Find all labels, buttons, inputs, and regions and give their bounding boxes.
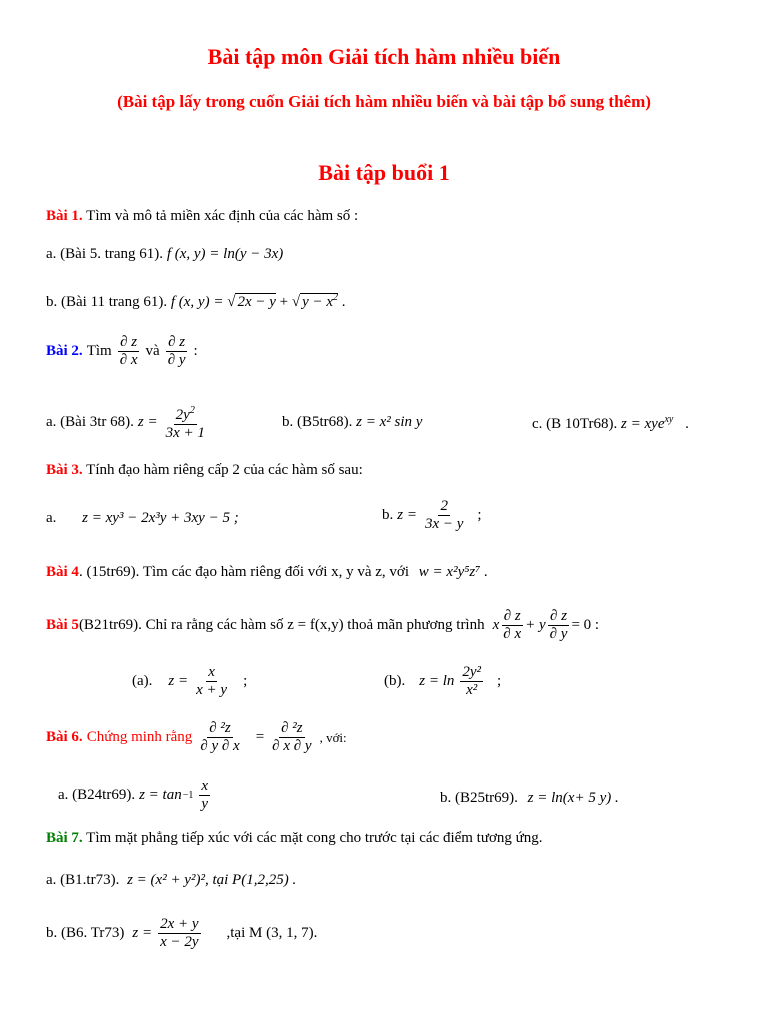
exercise-3a: [46, 510, 239, 527]
mixed-partial-xy-fraction: $\frac{\text{∂ ²z}}{\partial x \partial y}$: [272, 720, 312, 754]
exercise-7-text: Tìm mặt phẳng tiếp xúc với các mặt cong cho trước tại các điểm tương ứng.: [82, 830, 543, 846]
exercise-3a-ref: a.: [46, 510, 57, 526]
partial-z-y-fraction: $\frac{\partial z}{\partial y}$: [549, 608, 568, 642]
exercise-1b-root1: 2x − y: [237, 294, 276, 310]
exercise-2a-ref: a. (Bài 3tr 68).: [46, 413, 134, 430]
exercise-2b: [282, 414, 422, 431]
document-title: Bài tập môn Giải tích hàm nhiều biến: [207, 44, 561, 69]
exercise-5a: (a). z = $\frac{x}{x + y}$ ;: [132, 664, 248, 698]
exercise-2c-formula: z = xye$^{xy}$: [621, 414, 674, 432]
exercise-1b-ref: b. (Bài 11 trang 61).: [46, 294, 168, 310]
sqrt-symbol: √: [227, 294, 236, 310]
exercise-1a-formula: f (x, y) = ln(y − 3x): [166, 246, 284, 262]
exercise-6-text: Chứng minh rằng: [86, 729, 193, 745]
partial-z-x-fraction: $\frac{\partial z}{\partial x}$: [503, 608, 522, 642]
exercise-2-statement: [46, 334, 198, 369]
exercise-6a-ref: a. (B24tr69).: [58, 787, 136, 803]
exercise-1b-end: .: [341, 294, 346, 310]
exercise-3-label: Bài 3.: [46, 462, 83, 478]
exercise-5-equation-end: = 0 :: [571, 617, 600, 633]
sqrt-symbol: √: [291, 294, 301, 310]
exercise-6a: a. (B24tr69). z = tan −1 $\frac{x}{y}$: [58, 778, 209, 812]
exercise-6b-formula: z = ln(x+ 5 y) .: [527, 790, 619, 806]
exercise-1-text: Tìm và mô tả miền xác định của các hàm số :: [86, 208, 359, 224]
exercise-2c-ref: c. (B 10Tr68).: [532, 416, 618, 432]
exercise-3-text: Tính đạo hàm riêng cấp 2 của các hàm số sau:: [86, 462, 363, 478]
exercise-2b-ref: b. (B5tr68).: [282, 414, 353, 430]
exercise-2c: c. (B 10Tr68). z = xye$^{xy}$ .: [532, 414, 689, 432]
exercise-1b-root2: $y - x^2$: [302, 292, 339, 310]
exercise-7b-ref: b. (B6. Tr73): [46, 925, 125, 941]
exercise-3a-formula: z = xy³ − 2x³y + 3xy − 5 ;: [82, 510, 239, 526]
exercise-1a-ref: a. (Bài 5. trang 61).: [46, 246, 164, 262]
exercise-2a: [46, 402, 209, 442]
exercise-3b-prefix: z =: [397, 507, 417, 523]
exercise-7a-formula: z = (x² + y²)², tại P(1,2,25) .: [127, 872, 297, 888]
exercise-7b-fraction: $\frac{2x + y}{x - 2y}$: [160, 916, 199, 950]
exercise-7-statement: [46, 830, 543, 847]
exercise-2b-formula: z = x² sin y: [356, 414, 423, 430]
exercise-5-label: Bài 5: [46, 617, 79, 633]
exercise-4-label: Bài 4: [46, 564, 79, 580]
mixed-partial-yx-fraction: $\frac{\text{∂ ²z}}{\partial y \partial x}$: [200, 720, 240, 754]
exercise-7a: [46, 872, 296, 889]
exercise-1b-prefix: f (x, y) =: [170, 294, 224, 310]
exercise-5b-fraction: $\frac{\text{2y²}}{\text{x²}}$: [462, 664, 482, 698]
exercise-3b-fraction: $\frac{2}{3x - y}$: [424, 498, 464, 532]
exercise-1a: [46, 246, 283, 263]
exercise-1-label: Bài 1.: [46, 208, 83, 224]
exercise-7-label: Bài 7.: [46, 830, 83, 846]
exercise-1b: b. (Bài 11 trang 61). f (x, y) = √ 2x − y + √ $y - x^2$ .: [46, 292, 346, 310]
exercise-2-colon: :: [193, 343, 198, 359]
exercise-7a-ref: a. (B1.tr73).: [46, 872, 120, 888]
exercise-7b-suffix: ,tại M (3, 1, 7).: [226, 925, 318, 941]
exercise-7b: b. (B6. Tr73) z = $\frac{2x + y}{x - 2y}$ ,tại M (3, 1, 7).: [46, 916, 318, 950]
exercise-6b: [440, 790, 619, 807]
exercise-4-text: . (15tr69). Tìm các đạo hàm riêng đối với x, y và z, với: [78, 564, 410, 580]
exercise-2-label: Bài 2.: [46, 343, 83, 359]
exercise-4-formula: w = x²y⁵z⁷ .: [418, 564, 488, 580]
exercise-2-text: Tìm: [86, 343, 112, 359]
exercise-4-statement: [46, 564, 488, 581]
partial-z-x-fraction: $\frac{\partial z}{\partial x}$: [119, 334, 138, 368]
exercise-6-statement: Bài 6. Chứng minh rằng $\frac{\text{∂ ²z}}{\partial y \partial x}$ = $\frac{\text{∂ ²z}}{\partial x \partial y}$ , với:: [46, 720, 347, 754]
exercise-5b: (b). z = ln $\frac{\text{2y²}}{\text{x²}}$ ;: [384, 664, 502, 698]
exercise-5b-ref: (b).: [384, 673, 406, 689]
exercise-2a-prefix: z =: [137, 413, 158, 430]
partial-z-y-fraction: $\frac{\partial z}{\partial y}$: [167, 334, 186, 368]
exercise-6b-ref: b. (B25tr69).: [440, 790, 518, 806]
session-heading: Bài tập buổi 1: [318, 160, 450, 185]
exercise-3b-ref: b.: [382, 507, 394, 523]
document-subtitle: (Bài tập lấy trong cuốn Giải tích hàm nhiều biến và bài tập bổ sung thêm): [117, 92, 651, 111]
exercise-5-statement: Bài 5 (B21tr69). Chỉ ra rằng các hàm số z = f(x,y) thoả mãn phương trình x $\frac{\partial z}{\partial x}$ + y $\frac{\partial z}{\partial y}$ = 0 :: [46, 608, 600, 642]
exercise-6a-fraction: $\frac{x}{y}$: [201, 778, 209, 812]
exercise-1-statement: [46, 208, 358, 225]
exercise-5a-ref: (a).: [132, 673, 153, 689]
exercise-3b: b. z = $\frac{2}{3x - y}$ ;: [382, 498, 482, 532]
exercise-5a-fraction: $\frac{x}{x + y}$: [196, 664, 228, 698]
exercise-5-text: (B21tr69). Chỉ ra rằng các hàm số z = f(x,y) thoả mãn phương trình: [78, 617, 485, 633]
exercise-3-statement: [46, 462, 363, 479]
exercise-6-label: Bài 6.: [46, 729, 83, 745]
exercise-2a-fraction: $\frac{2y^2}{3x + 1}$: [164, 402, 207, 442]
exercise-2-and: và: [145, 343, 160, 359]
